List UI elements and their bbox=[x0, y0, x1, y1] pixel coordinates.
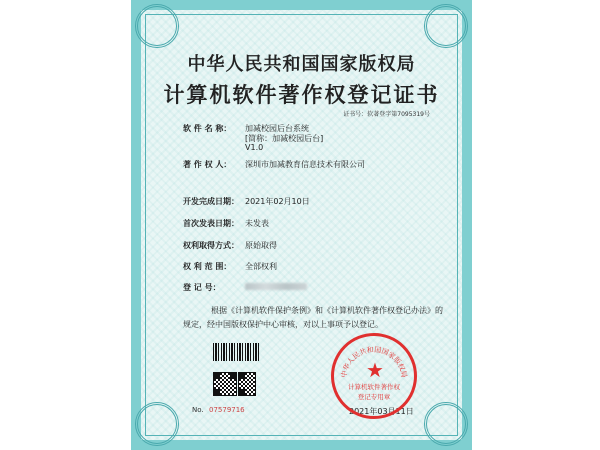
version: V1.0 bbox=[245, 143, 264, 152]
publish-date: 未发表 bbox=[245, 219, 269, 228]
barcode bbox=[213, 343, 261, 361]
certificate-number: 证书号：软著登字第7095319号 bbox=[343, 111, 430, 118]
ornament-corner bbox=[424, 4, 468, 48]
ornament-corner bbox=[135, 402, 179, 446]
owner: 深圳市加减教育信息技术有限公司 bbox=[245, 160, 365, 169]
publish-date-label: 首次发表日期： bbox=[183, 219, 239, 228]
qr-code bbox=[238, 372, 256, 396]
acquire-label: 权利取得方式： bbox=[183, 241, 239, 250]
ornament-corner bbox=[135, 4, 179, 48]
software-name-label: 软 件 名 称： bbox=[183, 124, 232, 133]
body-text: 规定，经中国版权保护中心审核，对以上事项予以登记。 bbox=[183, 320, 383, 329]
reg-no-label: 登 记 号： bbox=[183, 283, 221, 292]
serial-label: No. bbox=[192, 406, 204, 414]
issue-date: 2021年03月11日 bbox=[349, 407, 414, 416]
acquire: 原始取得 bbox=[245, 241, 277, 250]
qr-code bbox=[213, 372, 237, 396]
scope: 全部权利 bbox=[245, 262, 277, 271]
ornament-corner bbox=[424, 402, 468, 446]
software-name: 加减校园后台系统 bbox=[245, 124, 309, 133]
dev-date-label: 开发完成日期： bbox=[183, 197, 239, 206]
seal-line-2: 登记专用章 bbox=[357, 393, 391, 401]
dev-date: 2021年02月10日 bbox=[245, 197, 310, 206]
certificate-title: 计算机软件著作权登记证书 bbox=[163, 83, 440, 107]
seal-ring-text: 中华人民共和国国家版权局 bbox=[339, 345, 409, 379]
short-name: [简称：加减校园后台] bbox=[245, 134, 324, 143]
reg-no-redacted bbox=[245, 282, 307, 291]
scope-label: 权 利 范 围： bbox=[183, 262, 232, 271]
issuer-title: 中华人民共和国国家版权局 bbox=[187, 54, 416, 75]
body-text: 根据《计算机软件保护条例》和《计算机软件著作权登记办法》的 bbox=[211, 306, 443, 315]
seal-star-icon: ★ bbox=[366, 358, 384, 382]
owner-label: 著 作 权 人： bbox=[183, 160, 232, 169]
serial-number: 07579716 bbox=[209, 406, 245, 414]
official-seal bbox=[331, 333, 417, 419]
seal-line-1: 计算机软件著作权 bbox=[348, 383, 400, 391]
certificate bbox=[131, 0, 472, 450]
